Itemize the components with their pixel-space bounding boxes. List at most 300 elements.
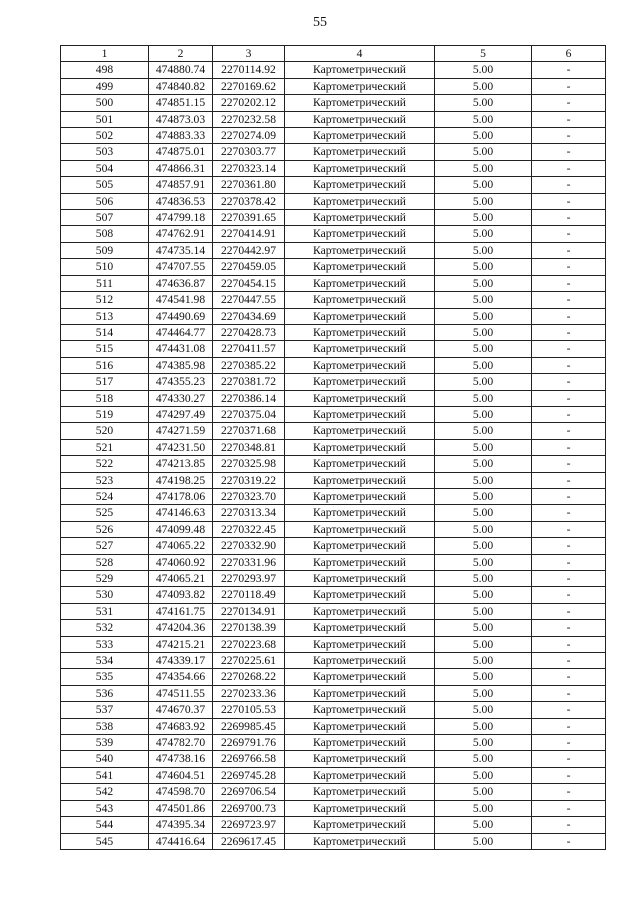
table-row bbox=[61, 751, 606, 767]
point-number-cell: 525 bbox=[61, 505, 149, 521]
x-coordinate-cell: 474735.14 bbox=[149, 242, 213, 258]
method-cell: Картометрический bbox=[285, 78, 435, 94]
y-coordinate-cell: 2269700.73 bbox=[213, 800, 285, 816]
page-number: 55 bbox=[313, 15, 327, 30]
table-row bbox=[61, 357, 606, 373]
accuracy-cell: 5.00 bbox=[435, 472, 532, 488]
x-coordinate-cell: 474799.18 bbox=[149, 210, 213, 226]
x-coordinate-cell: 474636.87 bbox=[149, 275, 213, 291]
point-number-cell: 499 bbox=[61, 78, 149, 94]
y-coordinate-cell: 2270414.91 bbox=[213, 226, 285, 242]
description-cell: - bbox=[532, 128, 606, 144]
description-cell: - bbox=[532, 374, 606, 390]
table-row bbox=[61, 341, 606, 357]
y-coordinate-cell: 2270391.65 bbox=[213, 210, 285, 226]
description-cell: - bbox=[532, 423, 606, 439]
x-coordinate-cell: 474490.69 bbox=[149, 308, 213, 324]
y-coordinate-cell: 2270454.15 bbox=[213, 275, 285, 291]
description-cell: - bbox=[532, 406, 606, 422]
description-cell: - bbox=[532, 160, 606, 176]
x-coordinate-cell: 474683.92 bbox=[149, 718, 213, 734]
method-cell: Картометрический bbox=[285, 308, 435, 324]
y-coordinate-cell: 2270375.04 bbox=[213, 406, 285, 422]
method-cell: Картометрический bbox=[285, 751, 435, 767]
x-coordinate-cell: 474707.55 bbox=[149, 259, 213, 275]
accuracy-cell: 5.00 bbox=[435, 669, 532, 685]
x-coordinate-cell: 474670.37 bbox=[149, 702, 213, 718]
description-cell: - bbox=[532, 62, 606, 78]
accuracy-cell: 5.00 bbox=[435, 800, 532, 816]
y-coordinate-cell: 2270202.12 bbox=[213, 95, 285, 111]
method-cell: Картометрический bbox=[285, 653, 435, 669]
table-row bbox=[61, 817, 606, 833]
y-coordinate-cell: 2270138.39 bbox=[213, 620, 285, 636]
x-coordinate-cell: 474271.59 bbox=[149, 423, 213, 439]
table-row bbox=[61, 653, 606, 669]
point-number-cell: 532 bbox=[61, 620, 149, 636]
x-coordinate-cell: 474213.85 bbox=[149, 456, 213, 472]
table-row bbox=[61, 587, 606, 603]
x-coordinate-cell: 474060.92 bbox=[149, 554, 213, 570]
method-cell: Картометрический bbox=[285, 439, 435, 455]
y-coordinate-cell: 2270428.73 bbox=[213, 324, 285, 340]
point-number-cell: 523 bbox=[61, 472, 149, 488]
x-coordinate-cell: 474873.03 bbox=[149, 111, 213, 127]
accuracy-cell: 5.00 bbox=[435, 144, 532, 160]
y-coordinate-cell: 2270134.91 bbox=[213, 603, 285, 619]
description-cell: - bbox=[532, 505, 606, 521]
table-row bbox=[61, 735, 606, 751]
point-number-cell: 502 bbox=[61, 128, 149, 144]
x-coordinate-cell: 474099.48 bbox=[149, 521, 213, 537]
table-row bbox=[61, 472, 606, 488]
accuracy-cell: 5.00 bbox=[435, 160, 532, 176]
point-number-cell: 538 bbox=[61, 718, 149, 734]
point-number-cell: 504 bbox=[61, 160, 149, 176]
column-header: 4 bbox=[285, 46, 435, 62]
accuracy-cell: 5.00 bbox=[435, 95, 532, 111]
y-coordinate-cell: 2270332.90 bbox=[213, 538, 285, 554]
y-coordinate-cell: 2270313.34 bbox=[213, 505, 285, 521]
x-coordinate-cell: 474875.01 bbox=[149, 144, 213, 160]
point-number-cell: 528 bbox=[61, 554, 149, 570]
y-coordinate-cell: 2270325.98 bbox=[213, 456, 285, 472]
y-coordinate-cell: 2269766.58 bbox=[213, 751, 285, 767]
table-row bbox=[61, 144, 606, 160]
table-row bbox=[61, 620, 606, 636]
point-number-cell: 522 bbox=[61, 456, 149, 472]
point-number-cell: 514 bbox=[61, 324, 149, 340]
point-number-cell: 508 bbox=[61, 226, 149, 242]
accuracy-cell: 5.00 bbox=[435, 210, 532, 226]
table-row bbox=[61, 554, 606, 570]
description-cell: - bbox=[532, 538, 606, 554]
x-coordinate-cell: 474738.16 bbox=[149, 751, 213, 767]
x-coordinate-cell: 474604.51 bbox=[149, 767, 213, 783]
y-coordinate-cell: 2269791.76 bbox=[213, 735, 285, 751]
y-coordinate-cell: 2270268.22 bbox=[213, 669, 285, 685]
accuracy-cell: 5.00 bbox=[435, 423, 532, 439]
point-number-cell: 537 bbox=[61, 702, 149, 718]
x-coordinate-cell: 474883.33 bbox=[149, 128, 213, 144]
column-header: 2 bbox=[149, 46, 213, 62]
point-number-cell: 498 bbox=[61, 62, 149, 78]
table-row bbox=[61, 259, 606, 275]
column-header: 3 bbox=[213, 46, 285, 62]
x-coordinate-cell: 474464.77 bbox=[149, 324, 213, 340]
point-number-cell: 501 bbox=[61, 111, 149, 127]
x-coordinate-cell: 474093.82 bbox=[149, 587, 213, 603]
point-number-cell: 513 bbox=[61, 308, 149, 324]
method-cell: Картометрический bbox=[285, 554, 435, 570]
point-number-cell: 503 bbox=[61, 144, 149, 160]
description-cell: - bbox=[532, 259, 606, 275]
table-row bbox=[61, 292, 606, 308]
y-coordinate-cell: 2270371.68 bbox=[213, 423, 285, 439]
method-cell: Картометрический bbox=[285, 324, 435, 340]
point-number-cell: 531 bbox=[61, 603, 149, 619]
accuracy-cell: 5.00 bbox=[435, 751, 532, 767]
description-cell: - bbox=[532, 685, 606, 701]
point-number-cell: 507 bbox=[61, 210, 149, 226]
x-coordinate-cell: 474782.70 bbox=[149, 735, 213, 751]
description-cell: - bbox=[532, 292, 606, 308]
accuracy-cell: 5.00 bbox=[435, 193, 532, 209]
accuracy-cell: 5.00 bbox=[435, 259, 532, 275]
method-cell: Картометрический bbox=[285, 292, 435, 308]
description-cell: - bbox=[532, 324, 606, 340]
x-coordinate-cell: 474231.50 bbox=[149, 439, 213, 455]
point-number-cell: 526 bbox=[61, 521, 149, 537]
method-cell: Картометрический bbox=[285, 488, 435, 504]
table-row bbox=[61, 800, 606, 816]
point-number-cell: 518 bbox=[61, 390, 149, 406]
accuracy-cell: 5.00 bbox=[435, 718, 532, 734]
accuracy-cell: 5.00 bbox=[435, 521, 532, 537]
accuracy-cell: 5.00 bbox=[435, 341, 532, 357]
accuracy-cell: 5.00 bbox=[435, 554, 532, 570]
y-coordinate-cell: 2270114.92 bbox=[213, 62, 285, 78]
y-coordinate-cell: 2270274.09 bbox=[213, 128, 285, 144]
table-row bbox=[61, 242, 606, 258]
x-coordinate-cell: 474762.91 bbox=[149, 226, 213, 242]
table-row bbox=[61, 308, 606, 324]
accuracy-cell: 5.00 bbox=[435, 603, 532, 619]
accuracy-cell: 5.00 bbox=[435, 767, 532, 783]
accuracy-cell: 5.00 bbox=[435, 620, 532, 636]
point-number-cell: 512 bbox=[61, 292, 149, 308]
x-coordinate-cell: 474840.82 bbox=[149, 78, 213, 94]
description-cell: - bbox=[532, 817, 606, 833]
x-coordinate-cell: 474598.70 bbox=[149, 784, 213, 800]
table-row bbox=[61, 456, 606, 472]
point-number-cell: 536 bbox=[61, 685, 149, 701]
method-cell: Картометрический bbox=[285, 521, 435, 537]
point-number-cell: 500 bbox=[61, 95, 149, 111]
table-row bbox=[61, 210, 606, 226]
point-number-cell: 506 bbox=[61, 193, 149, 209]
point-number-cell: 544 bbox=[61, 817, 149, 833]
y-coordinate-cell: 2270322.45 bbox=[213, 521, 285, 537]
method-cell: Картометрический bbox=[285, 226, 435, 242]
description-cell: - bbox=[532, 390, 606, 406]
accuracy-cell: 5.00 bbox=[435, 242, 532, 258]
table-row bbox=[61, 78, 606, 94]
point-number-cell: 515 bbox=[61, 341, 149, 357]
table-header-row bbox=[61, 46, 606, 62]
x-coordinate-cell: 474385.98 bbox=[149, 357, 213, 373]
y-coordinate-cell: 2270447.55 bbox=[213, 292, 285, 308]
method-cell: Картометрический bbox=[285, 160, 435, 176]
accuracy-cell: 5.00 bbox=[435, 735, 532, 751]
accuracy-cell: 5.00 bbox=[435, 374, 532, 390]
table-row bbox=[61, 324, 606, 340]
table-row bbox=[61, 784, 606, 800]
method-cell: Картометрический bbox=[285, 669, 435, 685]
y-coordinate-cell: 2269723.97 bbox=[213, 817, 285, 833]
point-number-cell: 545 bbox=[61, 833, 149, 849]
table-row bbox=[61, 390, 606, 406]
y-coordinate-cell: 2269706.54 bbox=[213, 784, 285, 800]
coordinates-table bbox=[60, 45, 606, 850]
accuracy-cell: 5.00 bbox=[435, 653, 532, 669]
description-cell: - bbox=[532, 702, 606, 718]
description-cell: - bbox=[532, 669, 606, 685]
point-number-cell: 535 bbox=[61, 669, 149, 685]
y-coordinate-cell: 2270118.49 bbox=[213, 587, 285, 603]
description-cell: - bbox=[532, 357, 606, 373]
description-cell: - bbox=[532, 833, 606, 849]
description-cell: - bbox=[532, 308, 606, 324]
table-row bbox=[61, 275, 606, 291]
x-coordinate-cell: 474857.91 bbox=[149, 177, 213, 193]
x-coordinate-cell: 474355.23 bbox=[149, 374, 213, 390]
x-coordinate-cell: 474204.36 bbox=[149, 620, 213, 636]
table-row bbox=[61, 538, 606, 554]
y-coordinate-cell: 2270386.14 bbox=[213, 390, 285, 406]
table-row bbox=[61, 406, 606, 422]
description-cell: - bbox=[532, 78, 606, 94]
method-cell: Картометрический bbox=[285, 423, 435, 439]
y-coordinate-cell: 2270385.22 bbox=[213, 357, 285, 373]
method-cell: Картометрический bbox=[285, 702, 435, 718]
method-cell: Картометрический bbox=[285, 767, 435, 783]
method-cell: Картометрический bbox=[285, 636, 435, 652]
x-coordinate-cell: 474330.27 bbox=[149, 390, 213, 406]
accuracy-cell: 5.00 bbox=[435, 702, 532, 718]
y-coordinate-cell: 2270169.62 bbox=[213, 78, 285, 94]
table-row bbox=[61, 128, 606, 144]
y-coordinate-cell: 2270331.96 bbox=[213, 554, 285, 570]
method-cell: Картометрический bbox=[285, 341, 435, 357]
method-cell: Картометрический bbox=[285, 685, 435, 701]
x-coordinate-cell: 474146.63 bbox=[149, 505, 213, 521]
table-row bbox=[61, 374, 606, 390]
accuracy-cell: 5.00 bbox=[435, 439, 532, 455]
y-coordinate-cell: 2270233.36 bbox=[213, 685, 285, 701]
x-coordinate-cell: 474297.49 bbox=[149, 406, 213, 422]
table-row bbox=[61, 571, 606, 587]
point-number-cell: 521 bbox=[61, 439, 149, 455]
table-row bbox=[61, 177, 606, 193]
x-coordinate-cell: 474880.74 bbox=[149, 62, 213, 78]
method-cell: Картометрический bbox=[285, 603, 435, 619]
accuracy-cell: 5.00 bbox=[435, 817, 532, 833]
description-cell: - bbox=[532, 800, 606, 816]
description-cell: - bbox=[532, 193, 606, 209]
y-coordinate-cell: 2270361.80 bbox=[213, 177, 285, 193]
method-cell: Картометрический bbox=[285, 800, 435, 816]
y-coordinate-cell: 2270293.97 bbox=[213, 571, 285, 587]
y-coordinate-cell: 2270323.14 bbox=[213, 160, 285, 176]
description-cell: - bbox=[532, 751, 606, 767]
description-cell: - bbox=[532, 242, 606, 258]
point-number-cell: 541 bbox=[61, 767, 149, 783]
description-cell: - bbox=[532, 275, 606, 291]
column-header: 1 bbox=[61, 46, 149, 62]
method-cell: Картометрический bbox=[285, 210, 435, 226]
description-cell: - bbox=[532, 488, 606, 504]
accuracy-cell: 5.00 bbox=[435, 324, 532, 340]
description-cell: - bbox=[532, 144, 606, 160]
x-coordinate-cell: 474836.53 bbox=[149, 193, 213, 209]
accuracy-cell: 5.00 bbox=[435, 685, 532, 701]
method-cell: Картометрический bbox=[285, 144, 435, 160]
point-number-cell: 505 bbox=[61, 177, 149, 193]
table-row bbox=[61, 95, 606, 111]
x-coordinate-cell: 474161.75 bbox=[149, 603, 213, 619]
table-row bbox=[61, 636, 606, 652]
description-cell: - bbox=[532, 95, 606, 111]
description-cell: - bbox=[532, 111, 606, 127]
point-number-cell: 524 bbox=[61, 488, 149, 504]
method-cell: Картометрический bbox=[285, 128, 435, 144]
accuracy-cell: 5.00 bbox=[435, 636, 532, 652]
accuracy-cell: 5.00 bbox=[435, 488, 532, 504]
point-number-cell: 516 bbox=[61, 357, 149, 373]
point-number-cell: 520 bbox=[61, 423, 149, 439]
table-row bbox=[61, 160, 606, 176]
accuracy-cell: 5.00 bbox=[435, 308, 532, 324]
x-coordinate-cell: 474866.31 bbox=[149, 160, 213, 176]
description-cell: - bbox=[532, 177, 606, 193]
method-cell: Картометрический bbox=[285, 259, 435, 275]
table-row bbox=[61, 767, 606, 783]
point-number-cell: 540 bbox=[61, 751, 149, 767]
table-row bbox=[61, 488, 606, 504]
y-coordinate-cell: 2270381.72 bbox=[213, 374, 285, 390]
y-coordinate-cell: 2270303.77 bbox=[213, 144, 285, 160]
point-number-cell: 519 bbox=[61, 406, 149, 422]
method-cell: Картометрический bbox=[285, 193, 435, 209]
method-cell: Картометрический bbox=[285, 735, 435, 751]
x-coordinate-cell: 474851.15 bbox=[149, 95, 213, 111]
description-cell: - bbox=[532, 636, 606, 652]
description-cell: - bbox=[532, 226, 606, 242]
method-cell: Картометрический bbox=[285, 718, 435, 734]
point-number-cell: 539 bbox=[61, 735, 149, 751]
description-cell: - bbox=[532, 784, 606, 800]
description-cell: - bbox=[532, 341, 606, 357]
method-cell: Картометрический bbox=[285, 406, 435, 422]
y-coordinate-cell: 2270378.42 bbox=[213, 193, 285, 209]
y-coordinate-cell: 2270223.68 bbox=[213, 636, 285, 652]
accuracy-cell: 5.00 bbox=[435, 784, 532, 800]
method-cell: Картометрический bbox=[285, 357, 435, 373]
x-coordinate-cell: 474354.66 bbox=[149, 669, 213, 685]
accuracy-cell: 5.00 bbox=[435, 587, 532, 603]
point-number-cell: 517 bbox=[61, 374, 149, 390]
description-cell: - bbox=[532, 735, 606, 751]
point-number-cell: 542 bbox=[61, 784, 149, 800]
point-number-cell: 534 bbox=[61, 653, 149, 669]
method-cell: Картометрический bbox=[285, 456, 435, 472]
accuracy-cell: 5.00 bbox=[435, 128, 532, 144]
point-number-cell: 511 bbox=[61, 275, 149, 291]
method-cell: Картометрический bbox=[285, 275, 435, 291]
description-cell: - bbox=[532, 472, 606, 488]
method-cell: Картометрический bbox=[285, 571, 435, 587]
x-coordinate-cell: 474215.21 bbox=[149, 636, 213, 652]
table-body bbox=[61, 46, 606, 850]
accuracy-cell: 5.00 bbox=[435, 390, 532, 406]
method-cell: Картометрический bbox=[285, 538, 435, 554]
method-cell: Картометрический bbox=[285, 587, 435, 603]
y-coordinate-cell: 2270105.53 bbox=[213, 702, 285, 718]
y-coordinate-cell: 2269745.28 bbox=[213, 767, 285, 783]
description-cell: - bbox=[532, 767, 606, 783]
x-coordinate-cell: 474178.06 bbox=[149, 488, 213, 504]
accuracy-cell: 5.00 bbox=[435, 275, 532, 291]
method-cell: Картометрический bbox=[285, 833, 435, 849]
x-coordinate-cell: 474416.64 bbox=[149, 833, 213, 849]
y-coordinate-cell: 2270323.70 bbox=[213, 488, 285, 504]
y-coordinate-cell: 2270411.57 bbox=[213, 341, 285, 357]
table-row bbox=[61, 505, 606, 521]
description-cell: - bbox=[532, 603, 606, 619]
method-cell: Картометрический bbox=[285, 620, 435, 636]
method-cell: Картометрический bbox=[285, 472, 435, 488]
description-cell: - bbox=[532, 620, 606, 636]
y-coordinate-cell: 2270459.05 bbox=[213, 259, 285, 275]
point-number-cell: 530 bbox=[61, 587, 149, 603]
description-cell: - bbox=[532, 456, 606, 472]
accuracy-cell: 5.00 bbox=[435, 571, 532, 587]
table-row bbox=[61, 702, 606, 718]
point-number-cell: 509 bbox=[61, 242, 149, 258]
x-coordinate-cell: 474065.21 bbox=[149, 571, 213, 587]
method-cell: Картометрический bbox=[285, 177, 435, 193]
table-row bbox=[61, 685, 606, 701]
y-coordinate-cell: 2270319.22 bbox=[213, 472, 285, 488]
column-header: 6 bbox=[532, 46, 606, 62]
point-number-cell: 529 bbox=[61, 571, 149, 587]
accuracy-cell: 5.00 bbox=[435, 538, 532, 554]
accuracy-cell: 5.00 bbox=[435, 111, 532, 127]
method-cell: Картометрический bbox=[285, 62, 435, 78]
point-number-cell: 533 bbox=[61, 636, 149, 652]
table-row bbox=[61, 669, 606, 685]
accuracy-cell: 5.00 bbox=[435, 406, 532, 422]
method-cell: Картометрический bbox=[285, 242, 435, 258]
y-coordinate-cell: 2270434.69 bbox=[213, 308, 285, 324]
x-coordinate-cell: 474541.98 bbox=[149, 292, 213, 308]
accuracy-cell: 5.00 bbox=[435, 456, 532, 472]
table-row bbox=[61, 603, 606, 619]
method-cell: Картометрический bbox=[285, 111, 435, 127]
table-row bbox=[61, 521, 606, 537]
table-row bbox=[61, 111, 606, 127]
